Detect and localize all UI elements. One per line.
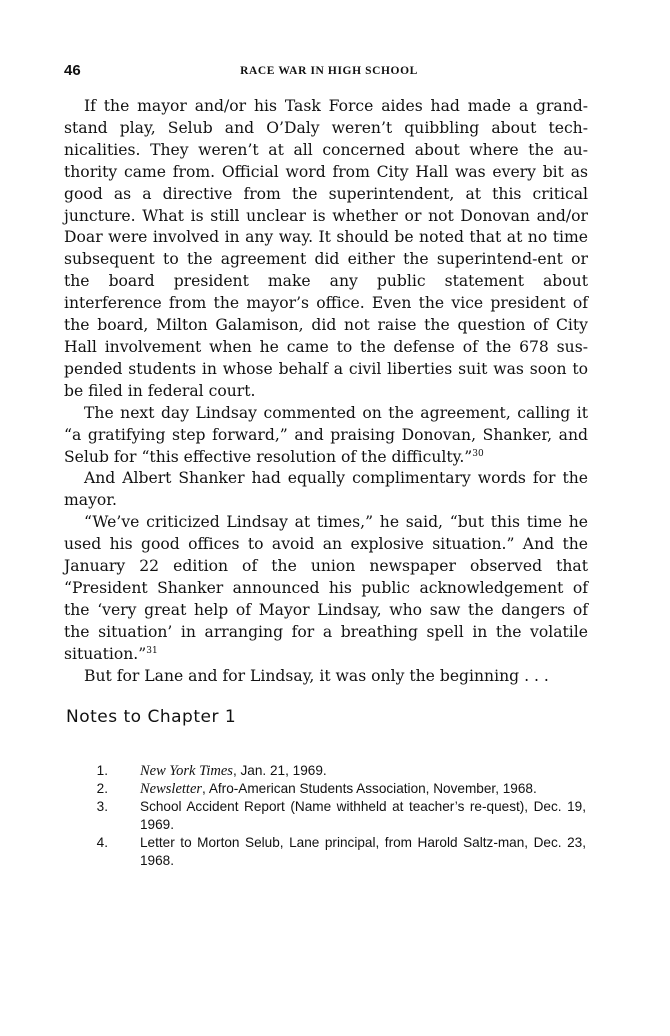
note-item [88, 762, 586, 780]
chapter-body [64, 96, 588, 687]
paragraph: The next day Lindsay commented on the agreement, calling it “a gratifying step forward,” and praising Donovan, Shanker, and Selub for “this effective resolution of the difficulty.”$^{30}$ [64, 403, 588, 466]
note-number: 3. [96, 799, 108, 814]
note-item [88, 780, 586, 798]
page-number: 46 [64, 62, 81, 79]
paragraph: If the mayor and/or his Task Force aides had made a grand-stand play, Selub and O’Daly weren’t quibbling about tech-nicalities. They weren’t at all concerned about where the au-thority came from. Official word from City Hall was every bit as good as a directive from the superintendent, at this critical juncture. What is still unclear is whether or not Donovan and/or Doar were involved in any way. It should be noted that at no time subsequent to the agreement did either the superintend-ent or the board president make any public statement about interference from the mayor’s office. Even the vice president of the board, Milton Galamison, did not raise the question of City Hall involvement when he came to the defense of the 678 sus-pended students in whose behalf a civil liberties suit was soon to be filed in federal court. [64, 97, 588, 400]
page-header [64, 62, 594, 86]
paragraph: And Albert Shanker had equally complimentary words for the mayor. [64, 469, 588, 510]
note-source: Newsletter [140, 781, 203, 797]
note-text: , Afro-American Students Association, November, 1968. [202, 781, 537, 796]
note-item [88, 834, 586, 870]
note-item [88, 798, 586, 834]
footnote-marker: 31 [146, 645, 158, 656]
note-source: New York Times [140, 763, 233, 779]
note-number: 1. [96, 763, 108, 778]
footnote-marker: 30 [472, 448, 484, 459]
note-number: 2. [96, 781, 108, 796]
note-number: 4. [96, 835, 108, 850]
running-head: RACE WAR IN HIGH SCHOOL [240, 65, 418, 77]
note-text: , Jan. 21, 1969. [232, 763, 327, 778]
notes-list [88, 762, 586, 870]
paragraph: But for Lane and for Lindsay, it was only the beginning . . . [84, 666, 549, 685]
note-text: Letter to Morton Selub, Lane principal, from Harold Saltz-man, Dec. 23, 1968. [140, 835, 586, 868]
paragraph: “We’ve criticized Lindsay at times,” he said, “but this time he used his good offices to avoid an explosive situation.” And the January 22 edition of the union newspaper observed that “President Shanker announced his public acknowledgement of the ‘very great help of Mayor Lindsay, who saw the dangers of the situation’ in arranging for a breathing spell in the volatile situation.”$^{31}$ [64, 513, 588, 663]
notes-heading: Notes to Chapter 1 [66, 707, 237, 727]
note-text: School Accident Report (Name withheld at teacher’s re-quest), Dec. 19, 1969. [140, 799, 586, 832]
